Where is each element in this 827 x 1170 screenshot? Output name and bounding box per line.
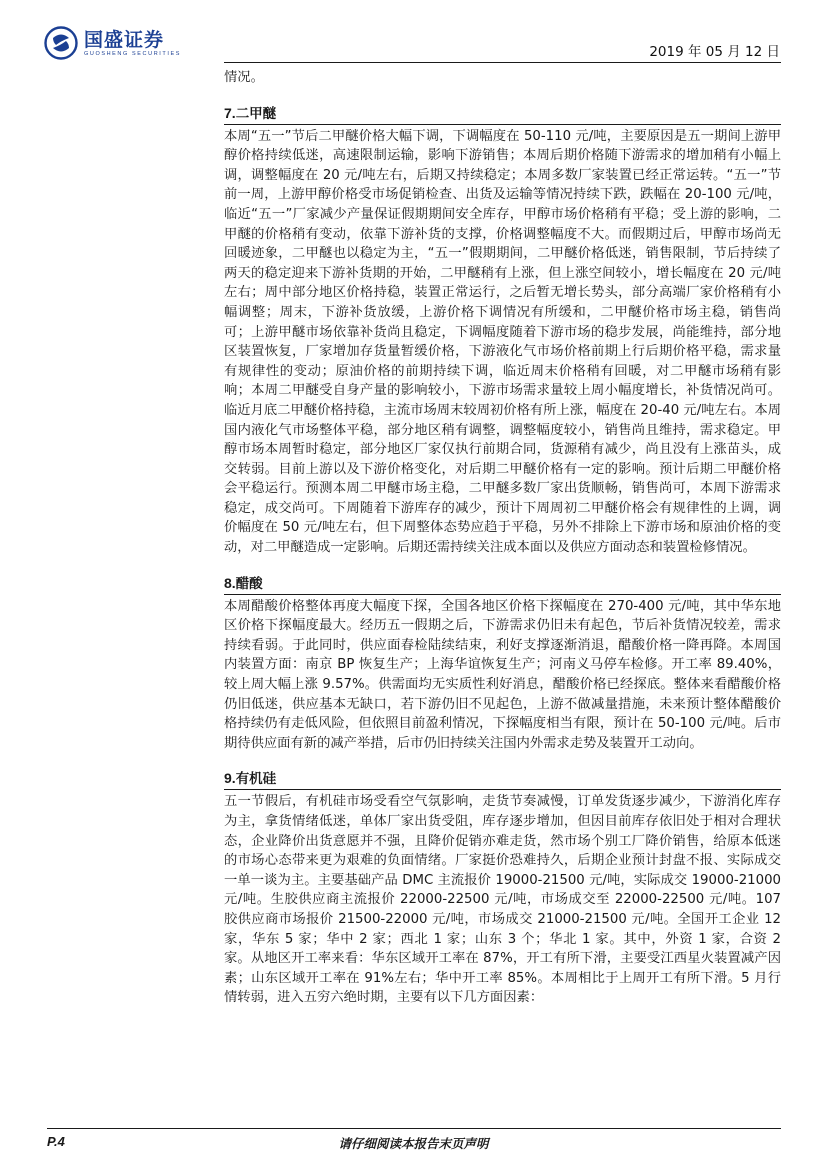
disclaimer-text: 请仔细阅读本报告末页声明 [338,1136,489,1151]
section-name: 醋酸 [235,575,263,592]
logo-english-name: GUOSHENG SECURITIES [84,50,182,57]
section-number: 7. [224,104,236,121]
section-body: 本周醋酸价格整体再度大幅度下探，全国各地区价格下探幅度在 270-400 元/吨，其中华东地区价格下探幅度最大。经历五一假期之后，下游需求仍旧未有起色，节后补货情况较差，需求持续看弱。于此同时，供应面春检陆续结束，利好支撑逐渐消退，醋酸价格一降再降。本周国内装置方面：南京 BP 恢复生产；上海华谊恢复生产；河南义马停车检修。开工率 89.40%，较上周大幅上涨 9.57%。供需面均无实质性利好消息，醋酸价格已经探底。整体来看醋酸价格仍旧低迷，供应基本无缺口，若下游仍旧不见起色，上游不做减量措施，未来预计整体醋酸价格持续仍有走低风险，但依照目前盈利情况，下探幅度相当有限，预计在 50-100 元/吨。后市期待供应面有新的减产举措，后市仍旧持续关注国内外需求走势及装置开工动向。 [224,598,781,751]
page-number: P.4 [47,1134,65,1149]
guosheng-logo-icon [44,26,78,60]
section-dimethyl-ether [224,104,781,558]
footer-divider [47,1128,781,1129]
company-logo [44,26,181,60]
section-body: 本周“五一”节后二甲醚价格大幅下调，下调幅度在 50-110 元/吨，主要原因是五一期间上游甲醇价格持续低迷，高速限制运输，影响下游销售；本周后期价格随下游需求的增加稍有小幅上调，调整幅度在 20 元/吨左右，后期又持续稳定；本周多数厂家装置已经正常运转。“五一”节前一周，上游甲醇价格受市场促销检查、出货及运输等情况持续下跌，跌幅在 20-100 元/吨，临近“五一”厂家减少产量保证假期期间安全库存，甲醇市场价格稍有平稳；受上游的影响，二甲醚的价格稍有变动，依靠下游补货的支撑，价格调整幅度不大。而假期过后，甲醇市场尚无回暖迹象，二甲醚也以稳定为主，“五一”假期期间，二甲醚价格低迷，销售限制，节后持续了两天的稳定迎来下游补货期的开始，二甲醚稍有上涨，但上涨空间较小，增长幅度在 20 元/吨左右；周中部分地区价格持稳，装置正常运行，之后暂无增长势头，部分高端厂家价格稍有小幅调整；周末，下游补货放缓，上游价格下调情况有所缓和，二甲醚价格市场主稳，销售尚可；上游甲醚市场依靠补货尚且稳定，下调幅度随着下游市场的稳步发展，尚能维持，部分地区装置恢复，厂家增加存货量暂缓价格，下游液化气市场价格前期上行后期价格平稳，需求量有规律性的变动；原油价格的前期持续下调，临近周末价格稍有回暖，对二甲醚市场稍有影响；本周二甲醚受自身产量的影响较小，下游市场需求量较上周小幅度增长，补货情况尚可。临近月底二甲醚价格持稳，主流市场周末较周初价格有所上涨，幅度在 20-40 元/吨左右。本周国内液化气市场整体平稳，部分地区稍有调整，调整幅度较小，销售尚且维持，需求稳定。甲醇市场本周暂时稳定，部分地区厂家仅执行前期合同，货源稍有减少，尚且没有上涨苗头，成交转弱。目前上游以及下游价格变化，对后期二甲醚价格有一定的影响。预计后期二甲醚价格会平稳运行。预测本周二甲醚市场主稳，二甲醚多数厂家出货顺畅，销售尚可，本周下游需求稳定，成交尚可。下周随着下游库存的减少，预计下周周初二甲醚价格会有规律性的上调，调价幅度在 50 元/吨左右，但下周整体态势应趋于平稳，另外不排除上下游市场和原油价格的变动，对二甲醚造成一定影响。后期还需持续关注成本面以及供应方面动态和装置检修情况。 [224,128,781,556]
section-number: 9. [224,770,236,787]
header-divider [224,62,781,63]
section-acetic-acid [224,574,781,754]
section-number: 8. [224,574,236,591]
page-header [0,0,827,62]
main-content [224,68,781,1008]
section-name: 有机硅 [235,771,277,788]
section-silicone [224,769,781,1008]
section-body: 五一节假后，有机硅市场受看空气氛影响，走货节奏减慢，订单发货逐步减少，下游消化库存为主，拿货情绪低迷，单体厂家出货受阻，库存逐步增加，但因目前库存依旧处于相对合理状态，企业降价出货意愿并不强，且降价促销亦难走货，然市场个别工厂降价销售，给原本低迷的市场心态带来更为艰难的负面情绪。厂家挺价恐难持久，后期企业预计封盘不报、实际成交一单一谈为主。主要基础产品 DMC 主流报价 19000-21500 元/吨，实际成交 19000-21000 元/吨。生胶供应商主流报价 22000-22500 元/吨，市场成交至 22000-22500 元/吨。107 胶供应商市场报价 21500-22000 元/吨，市场成交 21000-21500 元/吨。全国开工企业 12 家，华东 5 家；华中 2 家；西北 1 家；山东 3 个；华北 1 家。其中，外资 1 家，合资 2 家。从地区开工率来看：华东区域开工率在 87%，开工有所下滑，主要受江西星火装置减产因素；山东区域开工率在 91%左右；华中开工率 85%。本周相比于上周开工有所下滑。5 月行情转弱，进入五穷六绝时期，主要有以下几方面因素： [224,794,781,1006]
section-title [224,574,781,595]
section-name: 二甲醚 [235,105,277,122]
section-title [224,104,781,125]
page-footer [0,1124,827,1170]
intro-paragraph: 情况。 [224,70,264,85]
report-date: 2019 年 05 月 12 日 [649,44,780,60]
section-title [224,769,781,790]
logo-chinese-name: 国盛证券 [84,28,165,51]
